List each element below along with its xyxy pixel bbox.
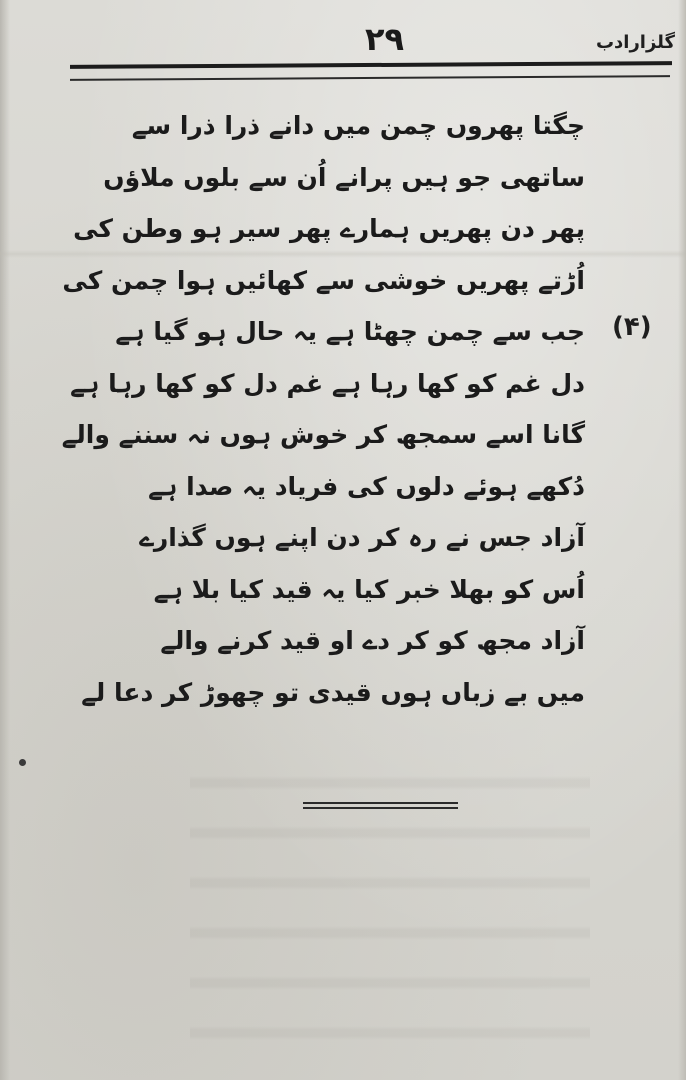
ink-speck [19, 759, 26, 766]
page-edge-left [0, 0, 10, 1080]
verse-line: آزاد مجھ کو کر دے او قید کرنے والے [160, 626, 585, 655]
verse-line: اُس کو بھلا خبر کیا یہ قید کیا بلا ہے [153, 574, 585, 604]
poem-stanza [61, 100, 585, 718]
header-rule-thin [70, 75, 670, 81]
page-edge-right [678, 0, 686, 1080]
reverse-side-bleed-through [190, 740, 590, 1050]
header-rule-thick [70, 61, 672, 69]
stanza-number: (۴) [612, 312, 652, 342]
verse-line: جب سے چمن چھٹا ہے یہ حال ہو گیا ہے [115, 317, 585, 346]
verse-line: میں بے زباں ہوں قیدی تو چھوڑ کر دعا لے [81, 677, 585, 707]
verse-line: دل غم کو کھا رہا ہے غم دل کو کھا رہا ہے [70, 368, 585, 398]
verse-line: گانا اسے سمجھ کر خوش ہوں نہ سننے والے [61, 420, 585, 449]
page-number: ۲۹ [365, 20, 405, 58]
verse-line: دُکھے ہوئے دلوں کی فریاد یہ صدا ہے [148, 471, 585, 501]
page-header [70, 20, 675, 60]
verse-line: آزاد جس نے رہ کر دن اپنے ہوں گذارے [139, 523, 585, 552]
verse-line: پھر دن پھریں ہمارے پھر سیر ہو وطن کی [73, 214, 585, 243]
verse-line: چگتا پھروں چمن میں دانے ذرا ذرا سے [131, 111, 585, 140]
verse-line: ساتھی جو ہیں پرانے اُن سے بلوں ملاؤں [103, 162, 585, 192]
running-title: گلزارادب [595, 32, 675, 53]
verse-line: اُڑتے پھریں خوشی سے کھائیں ہوا چمن کی [62, 265, 585, 295]
